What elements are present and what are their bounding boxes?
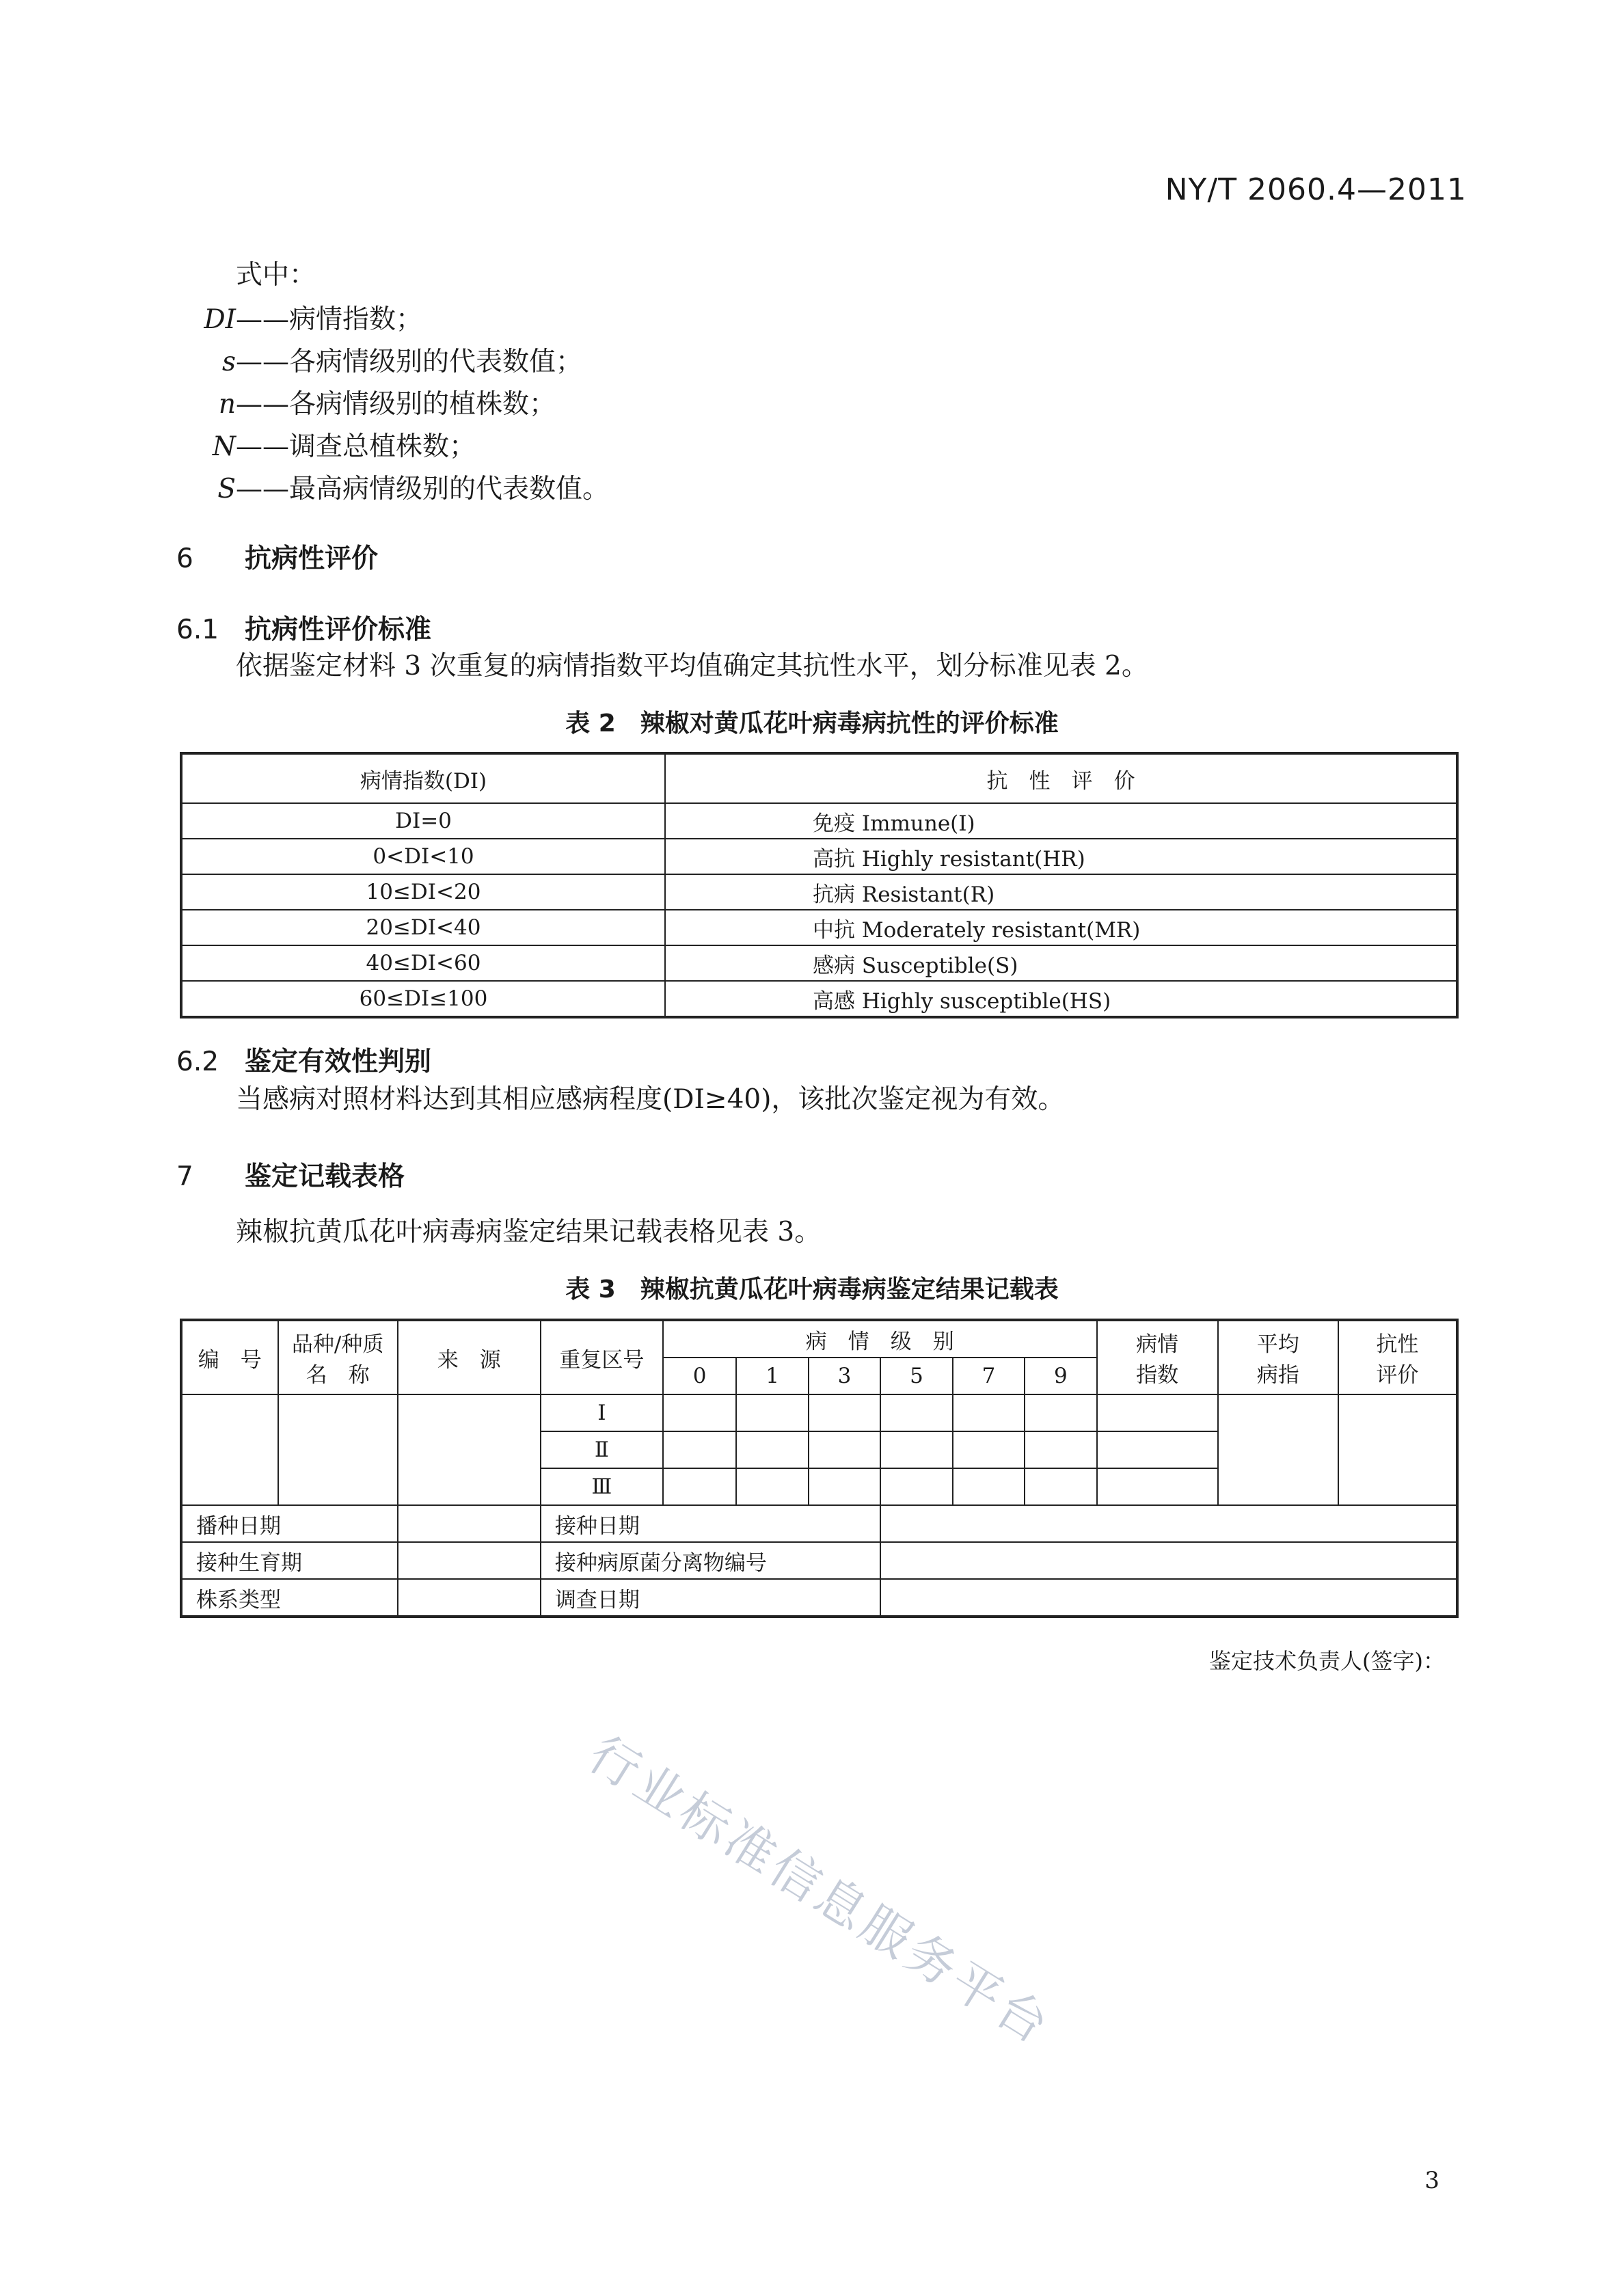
section-6-1-heading [176, 608, 431, 647]
table-cell [809, 1431, 880, 1468]
table-cell [398, 1579, 541, 1617]
section-number: 7 [176, 1161, 193, 1192]
section-6-2-body: 当感病对照材料达到其相应感病程度(DI≥40)，该批次鉴定视为有效。 [236, 1084, 1065, 1115]
table-cell [1025, 1394, 1096, 1431]
header-eval-line-2: 评价 [1376, 1363, 1419, 1388]
section-number: 6 [176, 543, 193, 574]
table-cell [880, 1431, 952, 1468]
section-number: 6.1 [176, 615, 219, 645]
standard-code: NY/T 2060.4—2011 [1165, 172, 1467, 207]
table-row [181, 874, 1457, 910]
table-cell [1097, 1468, 1218, 1505]
table-cell [278, 1394, 398, 1505]
legend-text: ——各病情级别的代表数值； [236, 347, 583, 377]
legend-item-S [154, 468, 609, 506]
header-disease-grade: 病 情 级 别 [663, 1320, 1097, 1358]
table-header-row [181, 753, 1457, 803]
table-cell [398, 1542, 541, 1579]
table-cell [953, 1394, 1025, 1431]
table-cell: 40≤DI<60 [181, 945, 665, 981]
formula-legend-intro: 式中： [236, 260, 316, 291]
table-row [181, 981, 1457, 1017]
header-variety-line-1: 品种/种质 [291, 1332, 384, 1357]
column-header: 病情指数(DI) [181, 753, 665, 803]
grade-cell: 5 [880, 1358, 952, 1394]
table-cell [1338, 1394, 1457, 1505]
table-cell: 0<DI<10 [181, 839, 665, 874]
grade-cell: 3 [809, 1358, 880, 1394]
header-disease-index [1097, 1320, 1218, 1394]
table-cell [1097, 1394, 1218, 1431]
signature-line: 鉴定技术负责人(签字)： [1209, 1648, 1445, 1674]
table-cell [880, 1579, 1457, 1617]
table-row [181, 1394, 1457, 1431]
table-row [181, 910, 1457, 945]
legend-text: ——各病情级别的植株数； [236, 389, 556, 420]
section-title: 抗病性评价 [245, 543, 379, 574]
header-id: 编 号 [181, 1320, 278, 1394]
header-di-line-1: 病情 [1136, 1332, 1179, 1357]
footer-label: 接种生育期 [181, 1542, 398, 1579]
table-cell [880, 1505, 1457, 1542]
table-cell [953, 1468, 1025, 1505]
header-avg-line-1: 平均 [1256, 1332, 1299, 1357]
table-cell [663, 1468, 736, 1505]
table-cell: 感病 Susceptible(S) [665, 945, 1457, 981]
grade-cell: 1 [736, 1358, 808, 1394]
section-title: 鉴定记载表格 [245, 1161, 405, 1192]
table-cell [663, 1394, 736, 1431]
footer-label: 接种日期 [541, 1505, 880, 1542]
table-cell: 60≤DI≤100 [181, 981, 665, 1017]
table-header-row [181, 1320, 1457, 1358]
header-source: 来 源 [398, 1320, 541, 1394]
table-cell [181, 1394, 278, 1505]
footer-label: 株系类型 [181, 1579, 398, 1617]
table-cell [1025, 1431, 1096, 1468]
grade-cell: 7 [953, 1358, 1025, 1394]
header-rep: 重复区号 [541, 1320, 663, 1394]
footer-label: 调查日期 [541, 1579, 880, 1617]
header-avg-line-2: 病指 [1256, 1363, 1299, 1388]
legend-symbol: S [217, 474, 236, 504]
table-cell [1097, 1431, 1218, 1468]
section-7-body: 辣椒抗黄瓜花叶病毒病鉴定结果记载表格见表 3。 [236, 1217, 822, 1247]
section-6-heading [176, 537, 378, 576]
legend-symbol: N [212, 431, 236, 462]
footer-label: 接种病原菌分离物编号 [541, 1542, 880, 1579]
section-6-2-heading [176, 1040, 431, 1079]
header-resistance-eval [1338, 1320, 1457, 1394]
table-row [181, 1579, 1457, 1617]
table-cell [880, 1542, 1457, 1579]
table-cell [663, 1431, 736, 1468]
table-cell: 抗病 Resistant(R) [665, 874, 1457, 910]
rep-cell: Ⅰ [541, 1394, 663, 1431]
table-cell: 10≤DI<20 [181, 874, 665, 910]
grade-cell: 0 [663, 1358, 736, 1394]
grade-cell: 9 [1025, 1358, 1096, 1394]
table-cell [953, 1431, 1025, 1468]
legend-text: ——调查总植株数； [236, 431, 476, 462]
table-row [181, 839, 1457, 874]
legend-item-di [154, 298, 422, 336]
table-2 [180, 752, 1459, 1018]
header-variety [278, 1320, 398, 1394]
table-cell: DI=0 [181, 803, 665, 839]
table-cell: 中抗 Moderately resistant(MR) [665, 910, 1457, 945]
table-cell [1218, 1394, 1338, 1505]
legend-text: ——病情指数； [236, 304, 423, 335]
table-3-title: 表 3 辣椒抗黄瓜花叶病毒病鉴定结果记载表 [565, 1276, 1059, 1304]
section-7-heading [176, 1155, 405, 1193]
rep-cell: Ⅲ [541, 1468, 663, 1505]
table-cell: 高抗 Highly resistant(HR) [665, 839, 1457, 874]
header-variety-line-2: 名 称 [306, 1363, 370, 1388]
table-3 [180, 1319, 1459, 1618]
column-header: 抗 性 评 价 [665, 753, 1457, 803]
table-cell [809, 1468, 880, 1505]
table-cell: 20≤DI<40 [181, 910, 665, 945]
legend-text: ——最高病情级别的代表数值。 [236, 474, 610, 504]
table-cell [736, 1431, 808, 1468]
page-number: 3 [1424, 2167, 1439, 2194]
table-cell [880, 1394, 952, 1431]
footer-label: 播种日期 [181, 1505, 398, 1542]
header-eval-line-1: 抗性 [1376, 1332, 1419, 1357]
section-title: 抗病性评价标准 [245, 615, 432, 645]
table-cell [736, 1394, 808, 1431]
table-row [181, 1505, 1457, 1542]
table-row [181, 803, 1457, 839]
table-cell [398, 1505, 541, 1542]
rep-cell: Ⅱ [541, 1431, 663, 1468]
section-6-1-body: 依据鉴定材料 3 次重复的病情指数平均值确定其抗性水平，划分标准见表 2。 [236, 651, 1148, 681]
section-title: 鉴定有效性判别 [245, 1047, 432, 1077]
table-cell [736, 1468, 808, 1505]
legend-item-s [154, 340, 582, 379]
watermark: 行业标准信息服务平台 [579, 1725, 1062, 2057]
table-row [181, 1542, 1457, 1579]
section-number: 6.2 [176, 1047, 219, 1077]
table-cell [398, 1394, 541, 1505]
table-row [181, 945, 1457, 981]
header-average-index [1218, 1320, 1338, 1394]
legend-symbol: s [221, 347, 236, 377]
table-cell [809, 1394, 880, 1431]
header-di-line-2: 指数 [1136, 1363, 1179, 1388]
legend-item-N [154, 425, 476, 463]
table-cell: 高感 Highly susceptible(HS) [665, 981, 1457, 1017]
table-cell: 免疫 Immune(I) [665, 803, 1457, 839]
table-cell [1025, 1468, 1096, 1505]
legend-symbol: DI [204, 304, 236, 335]
legend-item-n [154, 383, 556, 421]
table-2-title: 表 2 辣椒对黄瓜花叶病毒病抗性的评价标准 [565, 710, 1059, 738]
legend-symbol: n [218, 389, 236, 420]
table-cell [880, 1468, 952, 1505]
